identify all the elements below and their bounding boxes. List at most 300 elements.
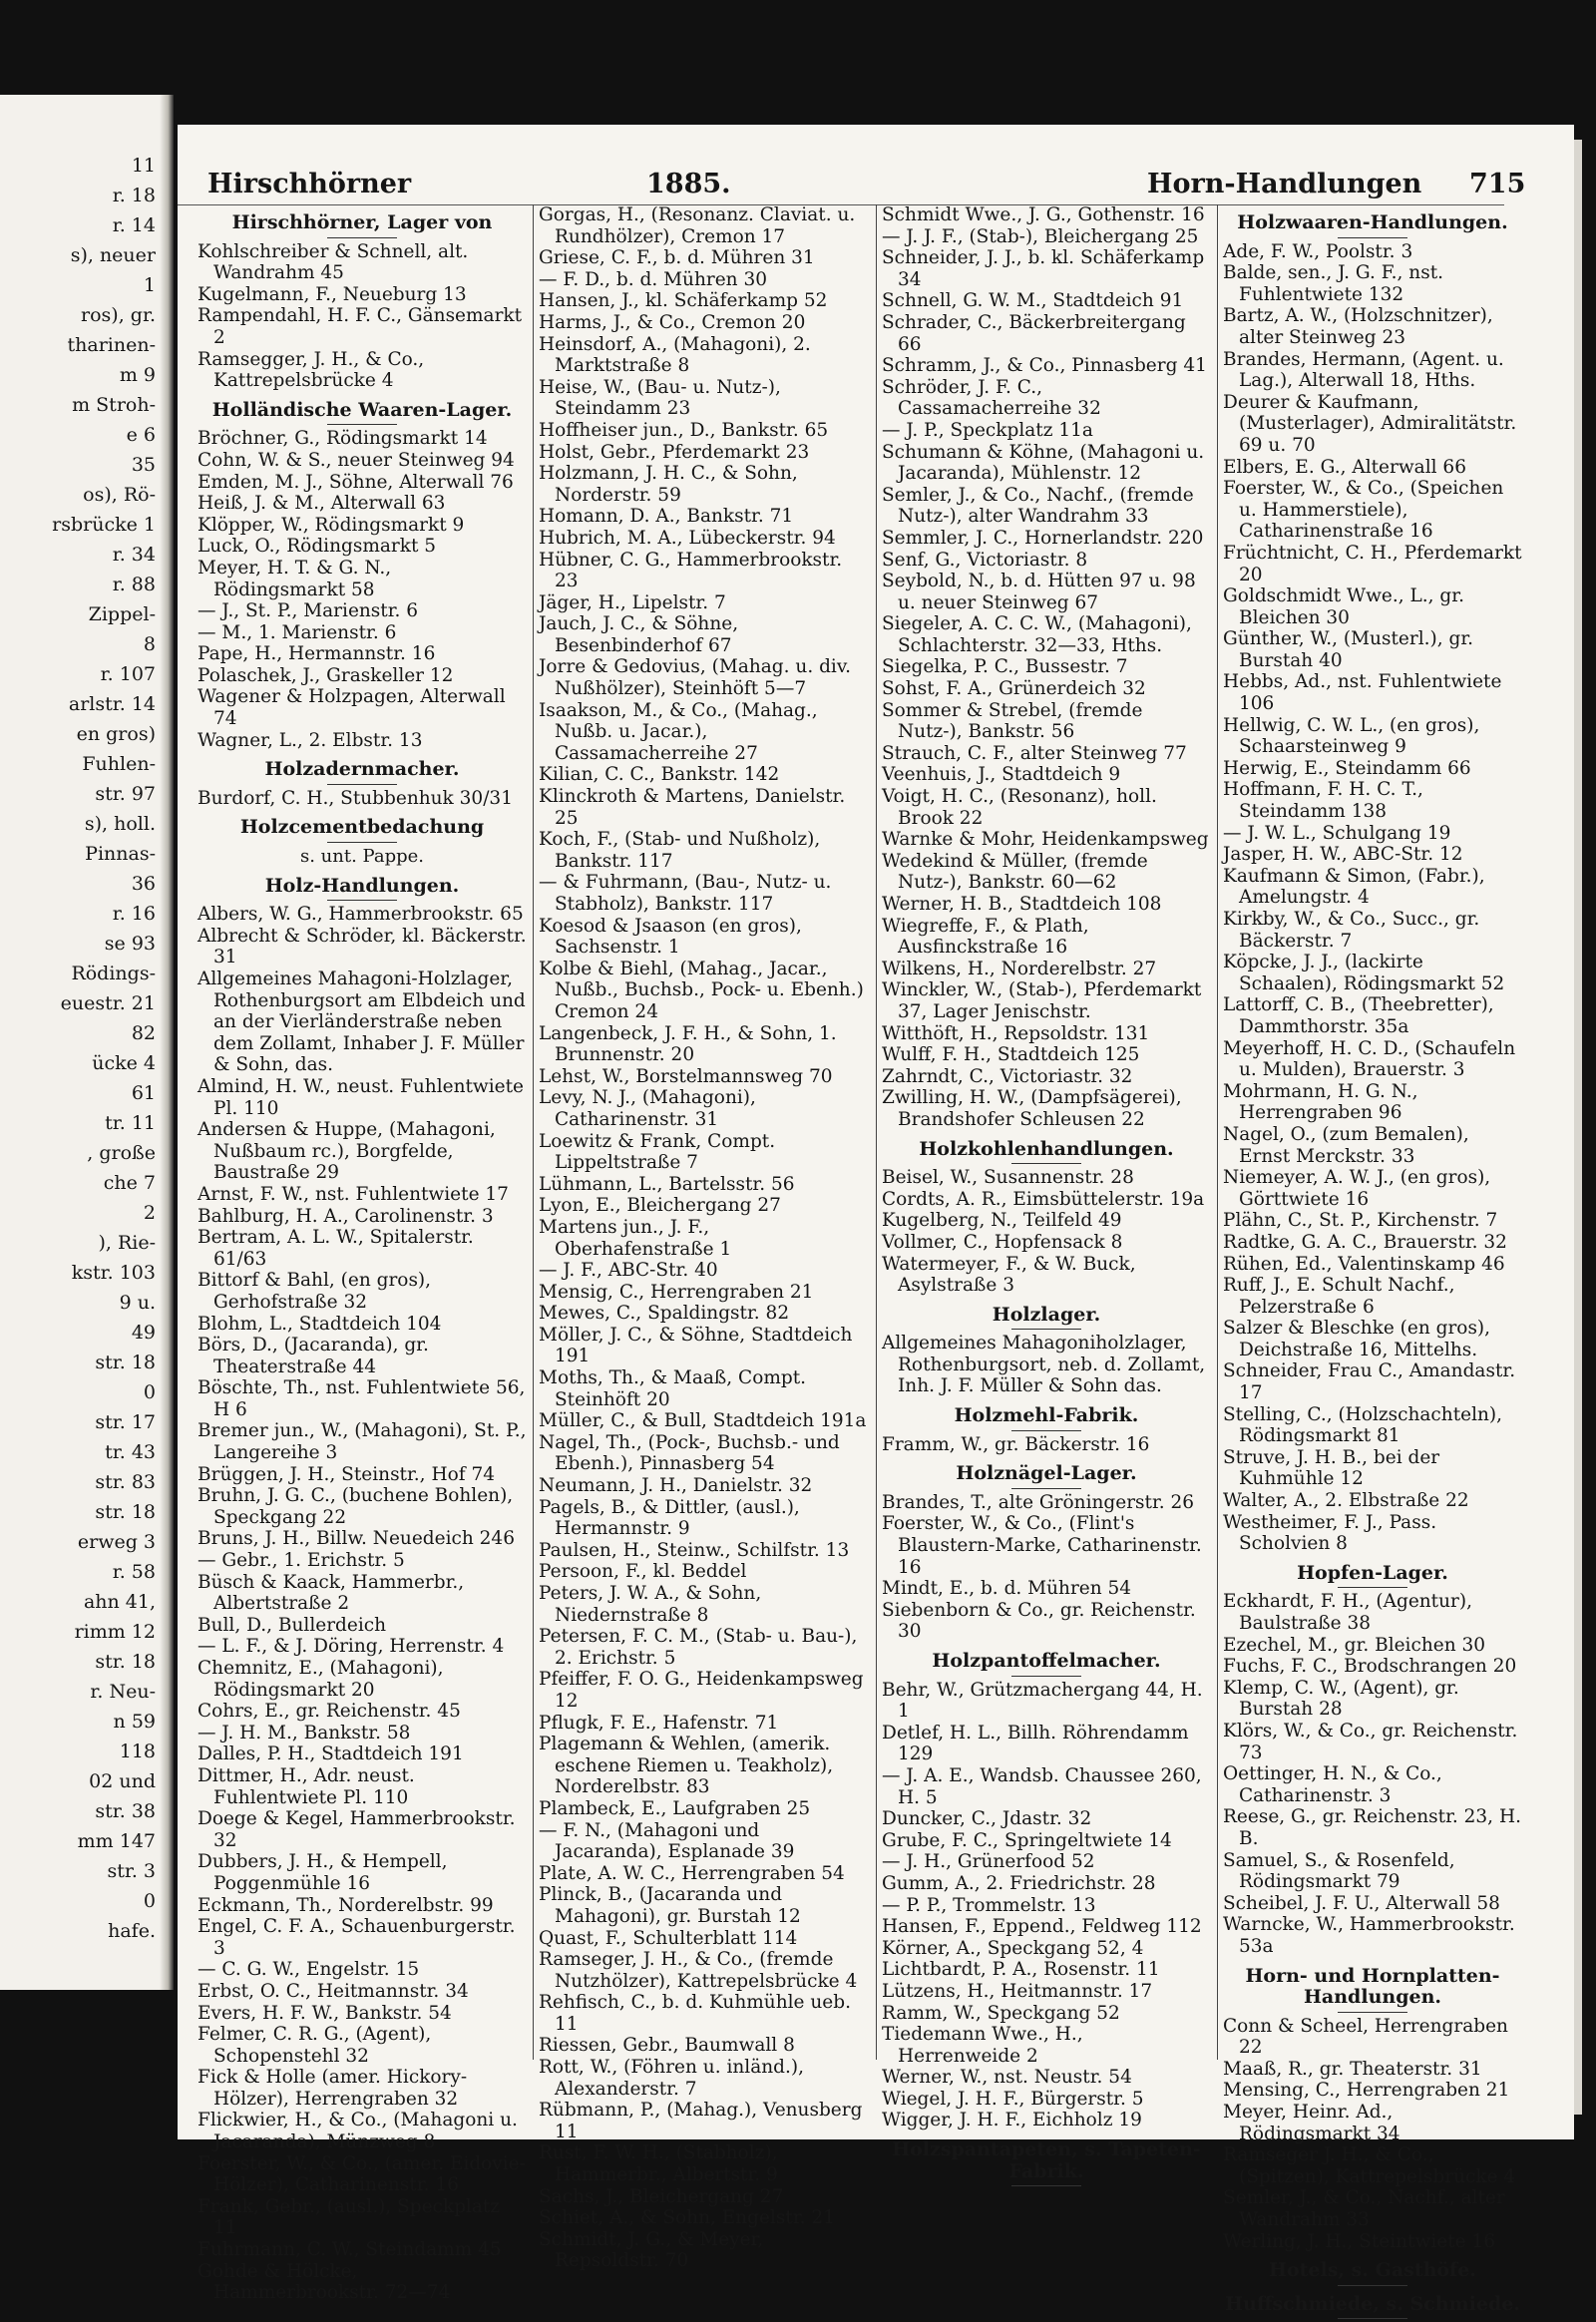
column-2 bbox=[539, 204, 870, 2272]
directory-entry: Westheimer, F. J., Pass. Scholvien 8 bbox=[1223, 1511, 1437, 1555]
left-page-line: mm 147 bbox=[77, 1830, 156, 1852]
left-page-line: m 9 bbox=[119, 364, 156, 386]
directory-entry: Dalles, P. H., Stadtdeich 191 bbox=[198, 1743, 464, 1765]
directory-entry: Deurer & Kaufmann, (Musterlager), Admiralitätstr. 69 u. 70 bbox=[1223, 391, 1517, 456]
directory-entry: Erbst, O. C., Heitmannstr. 34 bbox=[198, 1980, 469, 2002]
header-keyword-right: Horn-Handlungen bbox=[1147, 169, 1422, 199]
section-heading: Holzkohlenhandlungen. bbox=[882, 1139, 1211, 1165]
directory-entry: Bremer jun., W., (Mahagoni), St. P., Langereihe 3 bbox=[198, 1420, 527, 1464]
directory-entry: Fuhrmann, C. W., Steindamm 45 bbox=[198, 2239, 502, 2261]
directory-entry: Siegelka, P. C., Bussestr. 7 bbox=[882, 656, 1128, 678]
directory-entry: Pagels, B., & Dittler, (ausl.), Hermannstr. 9 bbox=[539, 1496, 800, 1540]
left-page-line: n 59 bbox=[113, 1711, 156, 1733]
directory-entry: Griese, C. F., b. d. Mühren 31 bbox=[539, 247, 815, 269]
directory-entry: Mensing, C., Herrengraben 21 bbox=[1223, 2080, 1510, 2102]
directory-entry: Siebenborn & Co., gr. Reichenstr. 30 bbox=[882, 1599, 1196, 1643]
directory-entry: Ramseger, J. H., & Co., (fremde Nutzhölzer), Kattrepelsbrücke 4 bbox=[539, 1949, 858, 1992]
directory-entry: Mensig, C., Herrengraben 21 bbox=[539, 1281, 814, 1303]
directory-entry: Wulff, F. H., Stadtdeich 125 bbox=[882, 1044, 1140, 1066]
directory-page bbox=[178, 125, 1574, 2315]
left-page-line: str. 97 bbox=[95, 783, 156, 805]
directory-entry: Eckmann, Th., Norderelbstr. 99 bbox=[198, 1894, 494, 1916]
directory-entry: Lehst, W., Borstelmannsweg 70 bbox=[539, 1065, 833, 1087]
directory-entry: — J. W. L., Schulgang 19 bbox=[1223, 822, 1451, 844]
directory-entry: Rehfisch, C., b. d. Kuhmühle ueb. 11 bbox=[539, 1992, 851, 2035]
directory-entry: Plate, A. W. C., Herrengraben 54 bbox=[539, 1862, 845, 1884]
directory-entry: Holzmann, J. H. C., & Sohn, Norderstr. 59 bbox=[539, 463, 798, 506]
directory-entry: Polaschek, J., Graskeller 12 bbox=[198, 664, 454, 686]
section-heading: Holznägel-Lager. bbox=[882, 1463, 1211, 1489]
directory-entry: Klörs, W., & Co., gr. Reichenstr. 73 bbox=[1223, 1720, 1518, 1763]
directory-entry: Neumann, J. H., Danielstr. 32 bbox=[539, 1475, 813, 1497]
directory-entry: Bittorf & Bahl, (en gros), Gerhofstraße 32 bbox=[198, 1270, 432, 1313]
directory-entry: Holst, Gebr., Pferdemarkt 23 bbox=[539, 441, 810, 463]
left-page-line: 82 bbox=[131, 1022, 156, 1044]
left-page-line: str. 83 bbox=[95, 1471, 156, 1493]
directory-entry: Pflugk, F. E., Hafenstr. 71 bbox=[539, 1712, 779, 1734]
left-page-line: rimm 12 bbox=[74, 1621, 156, 1643]
directory-entry: Gohde & Hölcke, Hammerbrookstr. 72—74 bbox=[198, 2260, 451, 2304]
left-page-line: 36 bbox=[131, 873, 156, 895]
left-page-line: 9 u. bbox=[119, 1292, 156, 1314]
left-page-line: s), neuer bbox=[70, 244, 156, 266]
directory-entry: Koesod & Jsaason (en gros), Sachsenstr. 1 bbox=[539, 915, 802, 959]
directory-entry: Vollmer, C., Hopfensack 8 bbox=[882, 1231, 1123, 1253]
directory-entry: Kirkby, W., & Co., Succ., gr. Bäckerstr. 7 bbox=[1223, 909, 1480, 952]
directory-entry: — J. H., Grünerfood 52 bbox=[882, 1851, 1095, 1873]
left-page-line: , große bbox=[87, 1142, 156, 1164]
directory-entry: Jorre & Gedovius, (Mahag. u. div. Nußhölzer), Steinhöft 5—7 bbox=[539, 656, 851, 700]
directory-entry: Hübner, C. G., Hammerbrookstr. 23 bbox=[539, 549, 843, 592]
directory-entry: Hansen, F., Eppend., Feldweg 112 bbox=[882, 1916, 1202, 1938]
directory-entry: — & Fuhrmann, (Bau-, Nutz- u. Stabholz), Bankstr. 117 bbox=[539, 872, 832, 915]
directory-entry: Werling, J. H., Steintwiete 16 bbox=[1223, 2230, 1495, 2252]
directory-entry: Hubrich, M. A., Lübeckerstr. 94 bbox=[539, 527, 836, 549]
directory-entry: Schrader, C., Bäckerbreitergang 66 bbox=[882, 311, 1186, 355]
directory-entry: Reese, G., gr. Reichenstr. 23, H. B. bbox=[1223, 1806, 1521, 1849]
directory-entry: Senf, G., Victoriastr. 8 bbox=[882, 549, 1088, 571]
directory-entry: Bröchner, G., Rödingsmarkt 14 bbox=[198, 428, 488, 450]
directory-entry: Körner, A., Speckgang 52, 4 bbox=[882, 1937, 1144, 1959]
directory-entry: Behr, W., Grützmachergang 44, H. 1 bbox=[882, 1679, 1203, 1723]
section-heading: Hotels, s. Gasthöfe. bbox=[1223, 2260, 1522, 2286]
directory-entry: Isaakson, M., & Co., (Mahag., Nußb. u. Jacar.), Cassamacherreihe 27 bbox=[539, 699, 818, 764]
directory-entry: Möller, J. C., & Söhne, Stadtdeich 191 bbox=[539, 1324, 853, 1367]
left-page-line: 0 bbox=[143, 1381, 156, 1403]
left-page-line: erweg 3 bbox=[77, 1531, 156, 1553]
left-page-line: str. 18 bbox=[95, 1651, 156, 1673]
directory-entry: Schmidt, J. G., & Meyer, Repsoldstr. 70 bbox=[539, 2228, 764, 2272]
page-edge bbox=[1574, 140, 1582, 2115]
left-page-line: se 93 bbox=[104, 933, 156, 955]
section-heading: Holzcementbedachung bbox=[198, 817, 527, 843]
directory-entry: Klinckroth & Martens, Danielstr. 25 bbox=[539, 786, 846, 829]
left-page-line: tharinen- bbox=[67, 334, 156, 356]
directory-entry: Semler, J., & Co., Nachf., (fremde Nutz-), alter Wandrahm 33 bbox=[882, 484, 1194, 528]
directory-entry: Wiegel, J. H. F., Bürgerstr. 5 bbox=[882, 2088, 1144, 2110]
directory-entry: Homann, D. A., Bankstr. 71 bbox=[539, 506, 794, 528]
directory-entry: Walter, A., 2. Elbstraße 22 bbox=[1223, 1490, 1469, 1512]
directory-entry: Maaß, R., gr. Theaterstr. 31 bbox=[1223, 2058, 1482, 2080]
directory-entry: Kohlschreiber & Schnell, alt. Wandrahm 45 bbox=[198, 240, 469, 284]
directory-entry: Hoffheiser jun., D., Bankstr. 65 bbox=[539, 419, 829, 441]
directory-entry: Warnke & Mohr, Heidenkampsweg bbox=[882, 829, 1209, 851]
directory-entry: Chemnitz, E., (Mahagoni), Rödingsmarkt 20 bbox=[198, 1658, 444, 1701]
directory-entry: Paulsen, H., Steinw., Schilfstr. 13 bbox=[539, 1539, 850, 1561]
directory-entry: Allgemeines Mahagoni-Holzlager, Rothenburgsort am Elbdeich und an der Vierländerstraße neben dem Zollamt, Inhaber J. F. Müller & Sohn, das. bbox=[198, 968, 526, 1076]
directory-entry: Evers, H. F. W., Bankstr. 54 bbox=[198, 2002, 452, 2024]
directory-entry: Blohm, L., Stadtdeich 104 bbox=[198, 1313, 442, 1335]
directory-entry: Arnst, F. W., nst. Fuhlentwiete 17 bbox=[198, 1183, 509, 1205]
directory-entry: Rampendahl, H. F. C., Gänsemarkt 2 bbox=[198, 305, 523, 348]
left-page-line: r. 107 bbox=[100, 663, 156, 685]
directory-entry: Müller, C., & Bull, Stadtdeich 191a bbox=[539, 1410, 867, 1432]
directory-entry: Flickwier, H., & Co., (Mahagoni u. Jacaranda), Münzweg 8 bbox=[198, 2110, 518, 2153]
directory-entry: Brandes, T., alte Gröningerstr. 26 bbox=[882, 1491, 1195, 1513]
directory-entry: Rott, W., (Föhren u. inländ.), Alexanderstr. 7 bbox=[539, 2057, 804, 2100]
directory-entry: Hansen, J., kl. Schäferkamp 52 bbox=[539, 290, 828, 312]
column-1 bbox=[198, 204, 527, 2304]
directory-entry: Lützens, H., Heitmannstr. 17 bbox=[882, 1980, 1153, 2002]
directory-entry: Zahrndt, C., Victoriastr. 32 bbox=[882, 1065, 1133, 1087]
directory-entry: — L. F., & J. Döring, Herrenstr. 4 bbox=[198, 1636, 505, 1658]
directory-entry: Gorgas, H., (Resonanz. Claviat. u. Rundhölzer), Cremon 17 bbox=[539, 204, 856, 247]
left-page-line: os), Rö- bbox=[83, 484, 156, 506]
directory-entry: Meyer, Heinr. Ad., Rödingsmarkt 34 bbox=[1223, 2102, 1400, 2144]
directory-entry: Mewes, C., Spaldingstr. 82 bbox=[539, 1303, 790, 1325]
section-heading: Holzadernmacher. bbox=[198, 759, 527, 785]
directory-entry: Heise, W., (Bau- u. Nutz-), Steindamm 23 bbox=[539, 376, 781, 420]
left-page-line: 0 bbox=[143, 1890, 156, 1912]
directory-entry: Köpcke, J. J., (lackirte Schaalen), Rödingsmarkt 52 bbox=[1223, 952, 1505, 994]
directory-entry: Lattorff, C. B., (Theebretter), Dammthorstr. 35a bbox=[1223, 994, 1494, 1037]
directory-entry: Watermeyer, F., & W. Buck, Asylstraße 3 bbox=[882, 1253, 1136, 1297]
directory-entry: Balde, sen., J. G. F., nst. Fuhlentwiete 132 bbox=[1223, 262, 1444, 305]
directory-entry: Kilian, C. C., Bankstr. 142 bbox=[539, 764, 780, 786]
directory-entry: Strauch, C. F., alter Steinweg 77 bbox=[882, 742, 1187, 764]
section-heading: Holzlager. bbox=[882, 1305, 1211, 1331]
directory-entry: Schneider, Frau C., Amandastr. 17 bbox=[1223, 1360, 1516, 1404]
left-page-line: 61 bbox=[131, 1082, 156, 1104]
left-page-line: str. 38 bbox=[95, 1800, 156, 1822]
left-page-line: ahn 41, bbox=[83, 1591, 156, 1613]
directory-entry: Schramm, J., & Co., Pinnasberg 41 bbox=[882, 355, 1207, 377]
directory-entry: Meyerhoff, H. C. D., (Schaufeln u. Mulden), Brauerstr. 3 bbox=[1223, 1037, 1516, 1081]
directory-entry: Heinsdorf, A., (Mahagoni), 2. Marktstraße 8 bbox=[539, 333, 811, 377]
section-heading: Holzspantapeten, s. Tapeten-Fabrik. bbox=[882, 2139, 1211, 2186]
directory-entry: Plagemann & Wehlen, (amerik. eschene Riemen u. Teakholz), Norderelbstr. 83 bbox=[539, 1734, 834, 1798]
directory-entry: — M., 1. Marienstr. 6 bbox=[198, 621, 397, 643]
directory-entry: Fick & Holle (amer. Hickory-Hölzer), Herrengraben 32 bbox=[198, 2067, 468, 2110]
directory-entry: Pape, H., Hermannstr. 16 bbox=[198, 643, 436, 665]
directory-entry: Semmler, J. C., Hornerlandstr. 220 bbox=[882, 527, 1204, 549]
directory-entry: Salzer & Bleschke (en gros), Deichstraße 16, Mittelhs. bbox=[1223, 1318, 1491, 1360]
left-page-line: r. 18 bbox=[112, 185, 156, 206]
left-page-line: 02 und bbox=[89, 1770, 156, 1792]
column-divider bbox=[1217, 204, 1218, 2060]
left-page-line: ücke 4 bbox=[92, 1052, 156, 1074]
directory-entry: Böschte, Th., nst. Fuhlentwiete 56, H 6 bbox=[198, 1377, 526, 1420]
directory-entry: Zwilling, H. W., (Dampfsägerei), Brandshofer Schleusen 22 bbox=[882, 1087, 1182, 1130]
directory-entry: Mohrmann, H. G. N., Herrengraben 96 bbox=[1223, 1080, 1418, 1124]
directory-entry: Wilkens, H., Norderelbstr. 27 bbox=[882, 958, 1157, 979]
directory-entry: Cordts, A. R., Eimsbüttelerstr. 19a bbox=[882, 1188, 1205, 1210]
left-page-line: str. 18 bbox=[95, 1352, 156, 1373]
left-page-line: ros), gr. bbox=[81, 304, 156, 326]
directory-entry: Seybold, N., b. d. Hütten 97 u. 98 u. neuer Steinweg 67 bbox=[882, 571, 1196, 613]
column-3 bbox=[882, 204, 1211, 2189]
directory-entry: Witthöft, H., Repsoldstr. 131 bbox=[882, 1022, 1150, 1044]
directory-entry: Sachs, J., Bleichergang 27 bbox=[539, 2185, 784, 2207]
directory-entry: Duncker, C., Jdastr. 32 bbox=[882, 1808, 1092, 1830]
directory-entry: Plambeck, E., Laufgraben 25 bbox=[539, 1797, 811, 1819]
left-page-line: Fuhlen- bbox=[82, 753, 156, 775]
directory-entry: Plähn, C., St. P., Kirchenstr. 7 bbox=[1223, 1210, 1498, 1232]
directory-entry: Engel, C. F. A., Schauenburgerstr. 3 bbox=[198, 1916, 516, 1959]
left-page-line: 49 bbox=[131, 1322, 156, 1344]
left-page-line: Rödings- bbox=[71, 963, 156, 984]
left-page-line: e 6 bbox=[126, 424, 156, 446]
directory-entry: Dittmer, H., Adr. neust. Fuhlentwiete Pl. 110 bbox=[198, 1764, 415, 1808]
directory-entry: Ruff, J., E. Schult Nachf., Pelzerstraße 6 bbox=[1223, 1275, 1455, 1318]
directory-entry: Conn & Scheel, Herrengraben 22 bbox=[1223, 2015, 1508, 2059]
directory-entry: Büsch & Kaack, Hammerbr., Albertstraße 2 bbox=[198, 1571, 465, 1615]
section-heading: Holländische Waaren-Lager. bbox=[198, 400, 527, 426]
directory-entry: Wagner, L., 2. Elbstr. 13 bbox=[198, 729, 423, 751]
left-page-line: m Stroh- bbox=[72, 394, 156, 416]
directory-entry: Frank, Gebr., (ausl.), Speckplatz 11 bbox=[198, 2195, 501, 2239]
directory-entry: Bahlburg, H. A., Carolinenstr. 3 bbox=[198, 1205, 494, 1227]
left-page-line: arlstr. 14 bbox=[68, 693, 156, 715]
directory-entry: Petersen, F. C. M., (Stab- u. Bau-), 2. Erichstr. 5 bbox=[539, 1626, 858, 1669]
directory-entry: Plinck, B., (Jacaranda und Mahagoni), gr. Burstah 12 bbox=[539, 1884, 801, 1927]
cross-reference: s. unt. Pappe. bbox=[300, 846, 424, 868]
book-gutter bbox=[160, 95, 174, 1990]
directory-entry: Struve, J. H. B., bei der Kuhmühle 12 bbox=[1223, 1446, 1440, 1490]
directory-entry: Radtke, G. A. C., Brauerstr. 32 bbox=[1223, 1231, 1507, 1253]
directory-entry: Pfeiffer, F. O. G., Heidenkampsweg 12 bbox=[539, 1669, 864, 1712]
left-page-line: che 7 bbox=[103, 1172, 156, 1194]
left-page-line: r. 34 bbox=[112, 544, 156, 566]
directory-entry: Werner, W., nst. Neustr. 54 bbox=[882, 2067, 1132, 2089]
directory-entry: Günther, W., (Musterl.), gr. Burstah 40 bbox=[1223, 628, 1474, 671]
directory-entry: Jäger, H., Lipelstr. 7 bbox=[539, 591, 726, 613]
directory-entry: Emden, M. J., Söhne, Alterwall 76 bbox=[198, 471, 514, 493]
directory-entry: Bertram, A. L. W., Spitalerstr. 61/63 bbox=[198, 1227, 474, 1270]
directory-entry: Werner, H. B., Stadtdeich 108 bbox=[882, 894, 1162, 915]
left-page-line: str. 3 bbox=[107, 1860, 156, 1882]
directory-entry: — J. A. E., Wandsb. Chaussee 260, H. 5 bbox=[882, 1764, 1202, 1808]
directory-entry: Semler, J., & Co., Nachf., alter Wandrahm 33 bbox=[1223, 2187, 1505, 2231]
directory-entry: Elbers, E. G., Alterwall 66 bbox=[1223, 456, 1466, 478]
directory-entry: Wedekind & Müller, (fremde Nutz-), Bankstr. 60—62 bbox=[882, 850, 1148, 894]
directory-entry: Riessen, Gebr., Baumwall 8 bbox=[539, 2035, 795, 2057]
left-page-line: s), holl. bbox=[84, 813, 156, 835]
section-heading: Holz-Handlungen. bbox=[198, 876, 527, 902]
directory-entry: Kaufmann & Simon, (Fabr.), Amelungstr. 4 bbox=[1223, 865, 1485, 909]
left-page-line: tr. 43 bbox=[105, 1441, 156, 1463]
directory-entry: Niemeyer, A. W. J., (en gros), Görttwiete 16 bbox=[1223, 1167, 1491, 1210]
header-year: 1885. bbox=[646, 169, 731, 199]
left-page-line: hafe. bbox=[108, 1920, 156, 1942]
directory-entry: Schmidt Wwe., J. G., Gothenstr. 16 bbox=[882, 204, 1205, 225]
directory-entry: Schröder, J. F. C., Cassamacherreihe 32 bbox=[882, 376, 1101, 420]
directory-entry: Schiet, A., & Sohn, Engelstr. 21 bbox=[539, 2207, 835, 2229]
left-page-line: r. 16 bbox=[112, 903, 156, 925]
directory-entry: Kugelmann, F., Neueburg 13 bbox=[198, 283, 467, 305]
directory-entry: Cohn, W. & S., neuer Steinweg 94 bbox=[198, 449, 515, 471]
directory-entry: Gumm, A., 2. Friedrichstr. 28 bbox=[882, 1872, 1156, 1894]
directory-entry: Ramseger J. H., & Co., (Spitzen), Kattrepelsbrücke 4 bbox=[1223, 2144, 1516, 2187]
directory-entry: Bartz, A. W., (Holzschnitzer), alter Steinweg 23 bbox=[1223, 305, 1493, 348]
directory-entry: Brandes, Hermann, (Agent. u. Lag.), Alterwall 18, Hths. bbox=[1223, 348, 1504, 392]
directory-entry: Fuchs, F. C., Brodschrangen 20 bbox=[1223, 1656, 1517, 1678]
left-page-line: r. 58 bbox=[112, 1561, 156, 1583]
directory-entry: — J. F., ABC-Str. 40 bbox=[539, 1260, 718, 1282]
directory-entry: Meyer, H. T. & G. N., Rödingsmarkt 58 bbox=[198, 557, 392, 600]
directory-entry: Tiedemann Wwe., H., Herrenweide 2 bbox=[882, 2024, 1083, 2067]
directory-entry: Rübmann, P., (Mahag.), Venusberg 11 bbox=[539, 2100, 863, 2142]
directory-entry: Levy, N. J., (Mahagoni), Catharinenstr. 31 bbox=[539, 1087, 756, 1130]
directory-entry: Koch, F., (Stab- und Nußholz), Bankstr. 117 bbox=[539, 829, 821, 872]
column-divider bbox=[876, 204, 877, 2060]
directory-entry: — F. N., (Mahagoni und Jacaranda), Esplanade 39 bbox=[539, 1819, 795, 1863]
directory-entry: Cohrs, E., gr. Reichenstr. 45 bbox=[198, 1701, 461, 1723]
left-page-line: str. 17 bbox=[95, 1411, 156, 1433]
directory-entry: Almind, H. W., neust. Fuhlentwiete Pl. 110 bbox=[198, 1075, 525, 1119]
header-keyword-left: Hirschhörner bbox=[207, 169, 412, 199]
directory-entry: Winckler, W., (Stab-), Pferdemarkt 37, Lager Jenischstr. bbox=[882, 979, 1202, 1022]
directory-entry: Luck, O., Rödingsmarkt 5 bbox=[198, 536, 437, 558]
directory-entry: — F. D., b. d. Mühren 30 bbox=[539, 268, 768, 290]
directory-entry: Dubbers, J. H., & Hempell, Poggenmühle 16 bbox=[198, 1851, 448, 1894]
section-heading: Huffschmiede, s. Schmiede. bbox=[1223, 2294, 1522, 2320]
left-page-line: 8 bbox=[143, 633, 156, 655]
left-page-line: r. Neu- bbox=[90, 1681, 156, 1703]
directory-entry: Foerster, W., & Co., (Flint's Blaustern-Marke, Catharinenstr. 16 bbox=[882, 1513, 1202, 1578]
directory-entry: Börs, D., (Jacaranda), gr. Theaterstraße 44 bbox=[198, 1335, 429, 1377]
directory-entry: Doege & Kegel, Hammerbrookstr. 32 bbox=[198, 1808, 516, 1851]
directory-entry: Quast, F., Schulterblatt 114 bbox=[539, 1927, 798, 1949]
section-heading: Hirschhörner, Lager von bbox=[198, 212, 527, 238]
directory-entry: — Gebr., 1. Erichstr. 5 bbox=[198, 1550, 405, 1572]
directory-entry: Klöpper, W., Rödingsmarkt 9 bbox=[198, 514, 465, 536]
directory-entry: Goldschmidt Wwe., L., gr. Bleichen 30 bbox=[1223, 585, 1464, 628]
directory-entry: Albrecht & Schröder, kl. Bäckerstr. 31 bbox=[198, 925, 527, 968]
left-page-line: 11 bbox=[131, 155, 156, 177]
directory-entry: Albers, W. G., Hammerbrookstr. 65 bbox=[198, 904, 524, 926]
directory-entry: Ramm, W., Speckgang 52 bbox=[882, 2002, 1120, 2024]
left-page-line: tr. 11 bbox=[105, 1112, 156, 1134]
directory-entry: Siegeler, A. C. C. W., (Mahagoni), Schlachterstr. 32—33, Hths. bbox=[882, 613, 1192, 656]
left-page-line: 35 bbox=[131, 454, 156, 476]
directory-entry: Warncke, W., Hammerbrookstr. 53a bbox=[1223, 1914, 1515, 1957]
left-page-line: kstr. 103 bbox=[71, 1262, 156, 1284]
left-page-line: Pinnas- bbox=[85, 843, 156, 865]
directory-entry: Ezechel, M., gr. Bleichen 30 bbox=[1223, 1634, 1486, 1656]
directory-entry: Hebbs, Ad., nst. Fuhlentwiete 106 bbox=[1223, 671, 1502, 715]
directory-entry: Sommer & Strebel, (fremde Nutz-), Bankstr. 56 bbox=[882, 699, 1143, 743]
left-page-line: 1 bbox=[143, 274, 156, 296]
directory-entry: Stelling, C., (Holzschachteln), Rödingsmarkt 81 bbox=[1223, 1403, 1503, 1447]
directory-entry: Langenbeck, J. F. H., & Sohn, 1. Brunnenstr. 20 bbox=[539, 1022, 837, 1066]
directory-entry: Peters, J. W. A., & Sohn, Niedernstraße 8 bbox=[539, 1583, 762, 1626]
directory-entry: Wiegreffe, F., & Plath, Ausfinckstraße 16 bbox=[882, 915, 1089, 959]
directory-entry: Bruhn, J. G. C., (buchene Bohlen), Speckgang 22 bbox=[198, 1485, 514, 1528]
left-page-line: str. 18 bbox=[95, 1501, 156, 1523]
directory-entry: Framm, W., gr. Bäckerstr. 16 bbox=[882, 1433, 1150, 1455]
left-page-line: r. 14 bbox=[112, 214, 156, 236]
directory-entry: Bull, D., Bullerdeich bbox=[198, 1614, 387, 1636]
left-page-line: rsbrücke 1 bbox=[52, 514, 156, 536]
directory-entry: Herwig, E., Steindamm 66 bbox=[1223, 757, 1471, 779]
section-heading: Hopfen-Lager. bbox=[1223, 1563, 1522, 1589]
directory-entry: — J. H. M., Bankstr. 58 bbox=[198, 1722, 411, 1743]
directory-entry: Früchtnicht, C. H., Pferdemarkt 20 bbox=[1223, 542, 1522, 585]
directory-entry: Grube, F. C., Springeltwiete 14 bbox=[882, 1829, 1172, 1851]
directory-entry: Schumann & Köhne, (Mahagoni u. Jacaranda), Mühlenstr. 12 bbox=[882, 441, 1205, 485]
directory-entry: Hoffmann, F. H. C. T., Steindamm 138 bbox=[1223, 779, 1423, 823]
directory-entry: Ramsegger, J. H., & Co., Kattrepelsbrücke 4 bbox=[198, 348, 425, 392]
directory-entry: Allgemeines Mahagoniholzlager, Rothenburgsort, neb. d. Zollamt, Inh. J. F. Müller & Sohn das. bbox=[882, 1333, 1206, 1397]
directory-entry: Schneider, J. J., b. kl. Schäferkamp 34 bbox=[882, 247, 1205, 290]
directory-entry: Bruns, J. H., Billw. Neuedeich 246 bbox=[198, 1528, 515, 1550]
directory-entry: Klemp, C. W., (Agent), gr. Burstah 28 bbox=[1223, 1677, 1459, 1721]
directory-entry: Jasper, H. W., ABC-Str. 12 bbox=[1223, 844, 1463, 866]
directory-entry: Samuel, S., & Rosenfeld, Rödingsmarkt 79 bbox=[1223, 1849, 1455, 1893]
section-heading: Holzpantoffelmacher. bbox=[882, 1651, 1211, 1677]
directory-entry: Harms, J., & Co., Cremon 20 bbox=[539, 311, 806, 333]
directory-entry: Burdorf, C. H., Stubbenhuk 30/31 bbox=[198, 787, 513, 809]
directory-entry: Foerster, W., & Co., (amer. Eidovie-Hölzer), Catharinenstr. 16 bbox=[198, 2152, 526, 2196]
directory-entry: Veenhuis, J., Stadtdeich 9 bbox=[882, 764, 1121, 786]
directory-entry: — P. P., Trommelstr. 13 bbox=[882, 1894, 1096, 1916]
directory-entry: Rühen, Ed., Valentinskamp 46 bbox=[1223, 1253, 1505, 1275]
page-header bbox=[178, 169, 1526, 208]
left-page-line: ), Rie- bbox=[98, 1232, 156, 1254]
directory-entry: Nagel, Th., (Pock-, Buchsb.- und Ebenh.), Pinnasberg 54 bbox=[539, 1431, 840, 1475]
directory-entry: Wigger, J. H. F., Eichholz 19 bbox=[882, 2110, 1142, 2131]
left-page-line: Zippel- bbox=[88, 603, 156, 625]
section-heading: Holzmehl-Fabrik. bbox=[882, 1405, 1211, 1431]
directory-entry: Ade, F. W., Poolstr. 3 bbox=[1223, 240, 1413, 262]
directory-entry: Foerster, W., & Co., (Speichen u. Hammerstiele), Catharinenstraße 16 bbox=[1223, 478, 1504, 543]
section-heading: Holzwaaren-Handlungen. bbox=[1223, 212, 1522, 238]
directory-entry: — J., St. P., Marienstr. 6 bbox=[198, 600, 419, 622]
directory-entry: — J. J. F., (Stab-), Bleichergang 25 bbox=[882, 225, 1199, 247]
page-number: 715 bbox=[1469, 169, 1526, 199]
directory-entry: Lühmann, L., Bartelsstr. 56 bbox=[539, 1173, 795, 1195]
directory-entry: Moths, Th., & Maaß, Compt. Steinhöft 20 bbox=[539, 1367, 807, 1410]
directory-entry: Lichtbardt, P. A., Rosenstr. 11 bbox=[882, 1959, 1160, 1981]
directory-entry: Martens jun., J. F., Oberhafenstraße 1 bbox=[539, 1216, 732, 1260]
directory-entry: — C. G. W., Engelstr. 15 bbox=[198, 1959, 420, 1981]
directory-entry: Persoon, F., kl. Beddel bbox=[539, 1561, 747, 1583]
directory-entry: Brüggen, J. H., Steinstr., Hof 74 bbox=[198, 1463, 495, 1485]
directory-entry: Voigt, H. C., (Resonanz), holl. Brook 22 bbox=[882, 786, 1157, 829]
directory-entry: Lyon, E., Bleichergang 27 bbox=[539, 1195, 781, 1217]
directory-entry: Scheibel, J. F. U., Alterwall 58 bbox=[1223, 1892, 1500, 1914]
directory-entry: Mindt, E., b. d. Mühren 54 bbox=[882, 1578, 1132, 1600]
directory-entry: Wagener & Holzpagen, Alterwall 74 bbox=[198, 686, 506, 730]
directory-entry: Schnell, G. W. M., Stadtdeich 91 bbox=[882, 290, 1184, 312]
directory-entry: Eckhardt, F. H., (Agentur), Baulstraße 38 bbox=[1223, 1591, 1472, 1634]
directory-entry: Felmer, C. R. G., (Agent), Schopenstehl 32 bbox=[198, 2024, 432, 2067]
directory-entry: Detlef, H. L., Billh. Röhrendamm 129 bbox=[882, 1722, 1189, 1765]
left-page-line: en gros) bbox=[76, 723, 156, 745]
left-page-line: r. 88 bbox=[112, 574, 156, 595]
directory-entry: Andersen & Huppe, (Mahagoni, Nußbaum rc.), Borgfelde, Baustraße 29 bbox=[198, 1119, 496, 1184]
